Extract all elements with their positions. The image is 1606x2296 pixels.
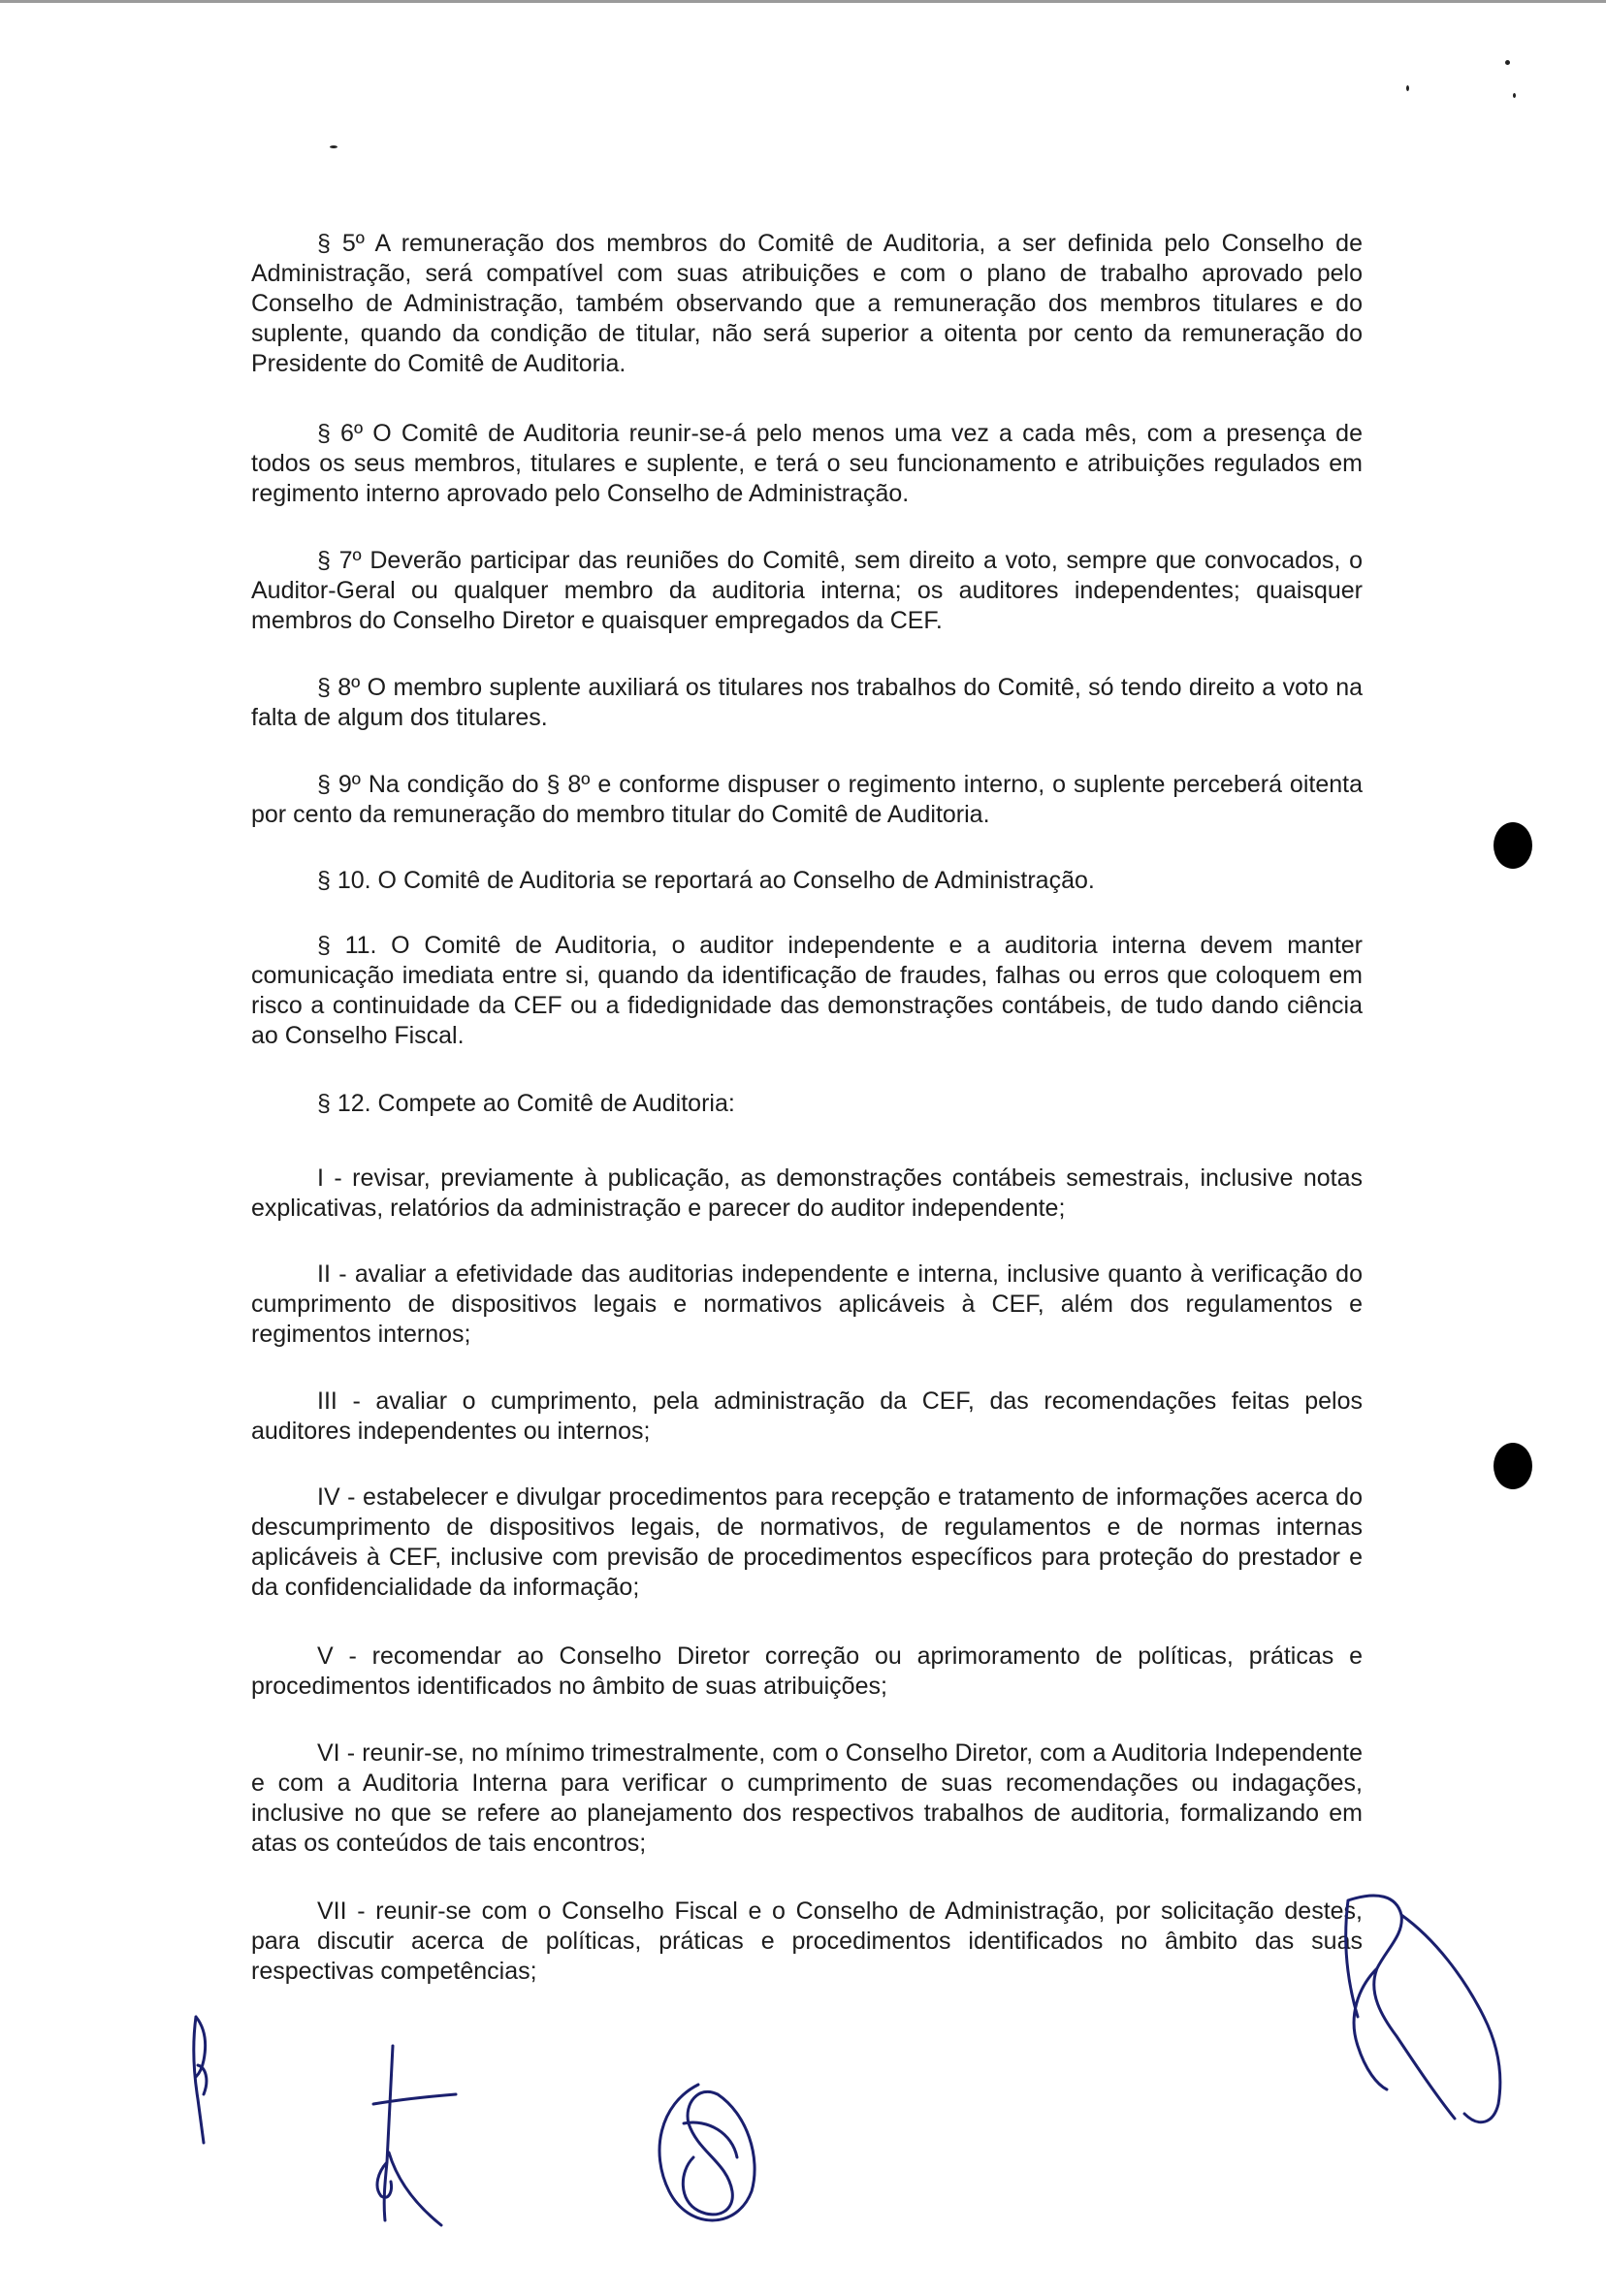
scan-speck [1406,85,1409,91]
signature-initial-second [364,2036,470,2230]
paragraph-11: § 11. O Comitê de Auditoria, o auditor independente e a auditoria interna devem manter comunicação imediata entre si, quando da identificação de fraudes, falhas ou erros que coloquem em risco a continuidade da CEF ou a fidedignidade das demonstrações contábeis, de tudo dando ciência ao Conselho Fiscal. [251,932,1363,1049]
paragraph-9: § 9º Na condição do § 8º e conforme dispuser o regimento interno, o suplente perceberá oitenta por cento da remuneração do membro titular do Comitê de Auditoria. [251,771,1363,828]
scan-top-edge [0,0,1606,3]
item-ii: II - avaliar a efetividade das auditorias independente e interna, inclusive quanto à verificação do cumprimento de dispositivos legais e normativos aplicáveis à CEF, além dos regulamentos e regimentos internos; [251,1260,1363,1348]
signature-right [1290,1881,1513,2133]
scan-speck [330,145,337,148]
signature-initial-left [175,2007,233,2152]
item-vi: VI - reunir-se, no mínimo trimestralmente, com o Conselho Diretor, com a Auditoria Independente e com a Auditoria Interna para verificar o cumprimento de suas recomendações ou indagações, inclusive no que se refere ao planejamento dos respectivos trabalhos de auditoria, formalizando em atas os conteúdos de tais encontros; [251,1739,1363,1857]
scan-speck [1505,60,1510,65]
signature-initial-third [640,2065,766,2240]
paragraph-12: § 12. Compete ao Comitê de Auditoria: [317,1090,735,1117]
paragraph-5: § 5º A remuneração dos membros do Comitê de Auditoria, a ser definida pelo Conselho de Administração, será compatível com suas atribuições e com o plano de trabalho aprovado pelo Conselho de Administração, também observando que a remuneração dos membros titulares e do suplente, quando da condição de titular, não será superior a oitenta por cento da remuneração do Presidente do Comitê de Auditoria. [251,230,1363,377]
item-i: I - revisar, previamente à publicação, as demonstrações contábeis semestrais, inclusive notas explicativas, relatórios da administração e parecer do auditor independente; [251,1164,1363,1222]
scan-speck [1513,93,1516,98]
item-v: V - recomendar ao Conselho Diretor correção ou aprimoramento de políticas, práticas e procedimentos identificados no âmbito de suas atribuições; [251,1642,1363,1700]
paragraph-6: § 6º O Comitê de Auditoria reunir-se-á pelo menos uma vez a cada mês, com a presença de todos os seus membros, titulares e suplente, e terá o seu funcionamento e atribuições regulados em regimento interno aprovado pelo Conselho de Administração. [251,420,1363,507]
paragraph-10: § 10. O Comitê de Auditoria se reportará ao Conselho de Administração. [317,867,1095,894]
paragraph-8: § 8º O membro suplente auxiliará os titulares nos trabalhos do Comitê, só tendo direito a voto na falta de algum dos titulares. [251,674,1363,731]
punch-hole [1494,1443,1532,1489]
item-vii: VII - reunir-se com o Conselho Fiscal e o Conselho de Administração, por solicitação destes, para discutir acerca de políticas, práticas e procedimentos identificados no âmbito das suas respectivas competências; [251,1897,1363,1985]
punch-hole [1494,822,1532,869]
item-iii: III - avaliar o cumprimento, pela administração da CEF, das recomendações feitas pelos auditores independentes ou internos; [251,1387,1363,1445]
paragraph-7: § 7º Deverão participar das reuniões do Comitê, sem direito a voto, sempre que convocados, o Auditor-Geral ou qualquer membro da auditoria interna; os auditores independentes; quaisquer membros do Conselho Diretor e quaisquer empregados da CEF. [251,547,1363,634]
item-iv: IV - estabelecer e divulgar procedimentos para recepção e tratamento de informações acerca do descumprimento de dispositivos legais, de normativos, de regulamentos e de normas internas aplicáveis à CEF, inclusive com previsão de procedimentos específicos para proteção do prestador e da confidencialidade da informação; [251,1483,1363,1601]
